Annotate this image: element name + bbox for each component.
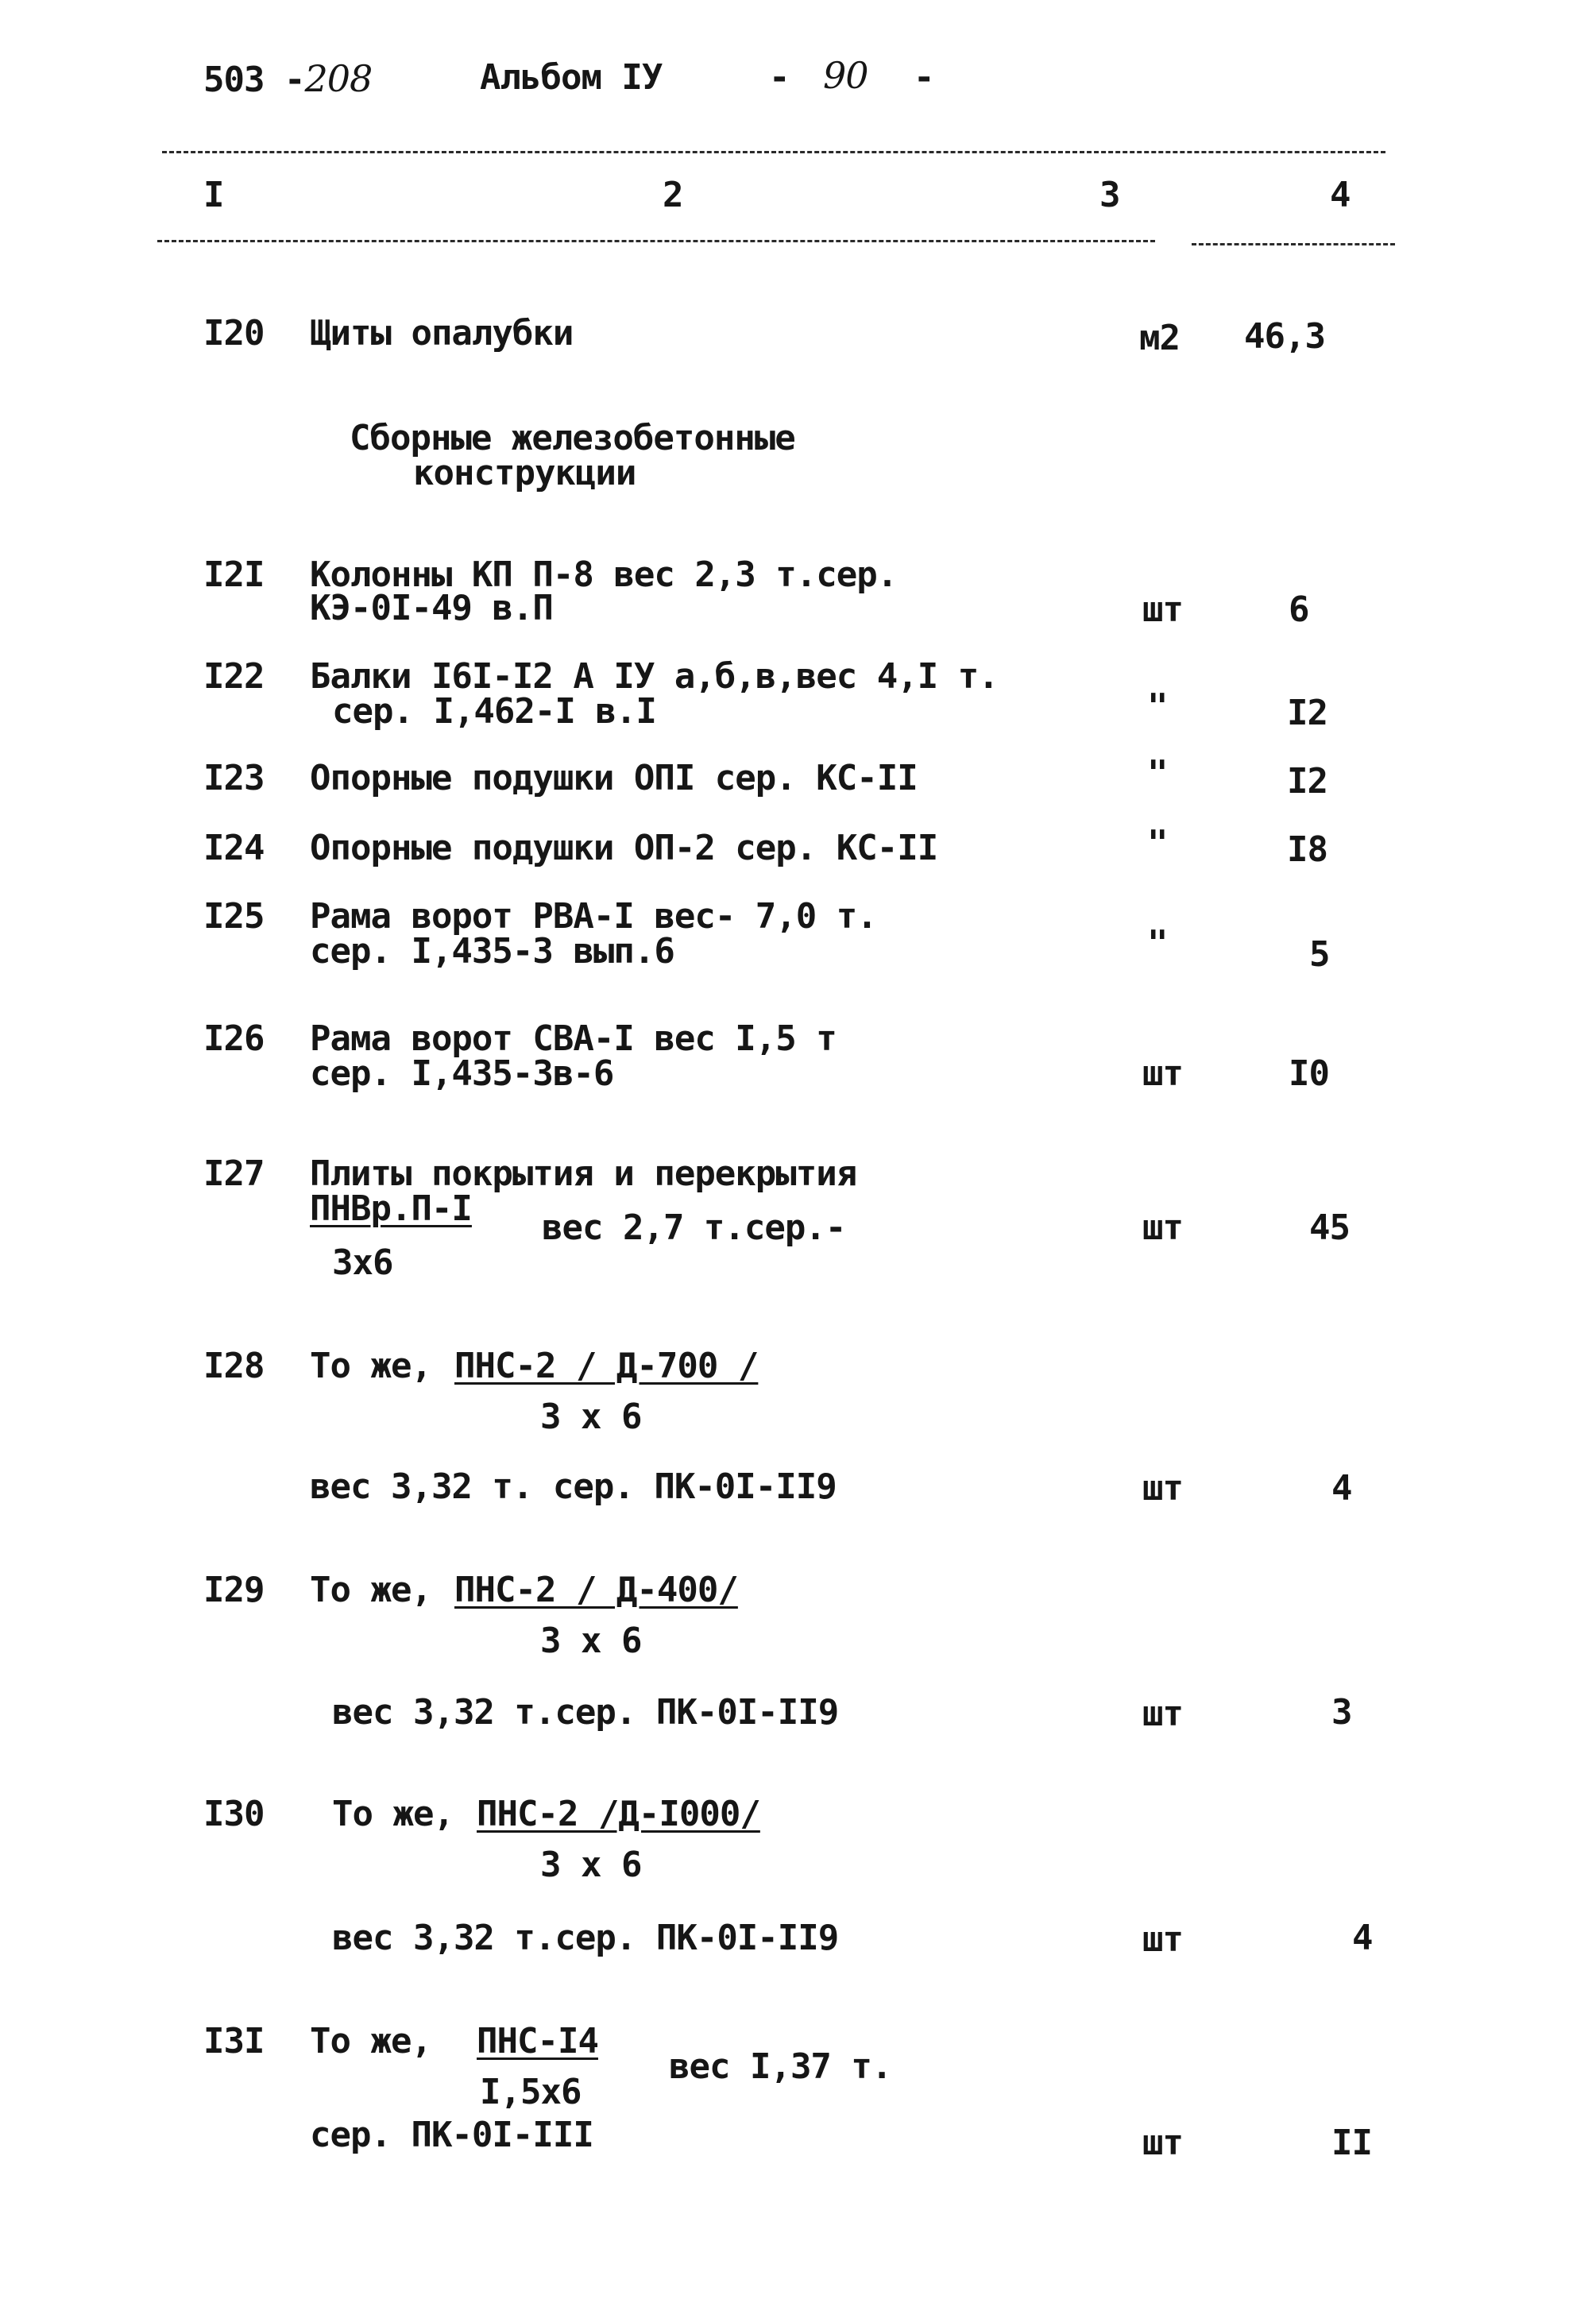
row-weight: вес 3,32 т.сер. ПК-0I-II9	[332, 1918, 839, 1958]
row-description: Щиты опалубки	[310, 313, 574, 354]
row-quantity: 46,3	[1244, 316, 1325, 357]
row-description: Колонны КП П-8 вес 2,3 т.сер.	[310, 554, 898, 595]
row-quantity: I0	[1289, 1053, 1329, 1094]
row-weight: вес 2,7 т.сер.-	[542, 1207, 846, 1248]
row-quantity: I2	[1287, 693, 1327, 733]
row-unit: шт	[1142, 1919, 1183, 1960]
row-description-continued: сер. I,462-I в.I	[332, 691, 656, 732]
row-description: Опорные подушки ОП-2 сер. КС-II	[310, 828, 938, 868]
row-quantity: 45	[1309, 1207, 1350, 1248]
fraction-denominator: 3х6	[332, 1242, 393, 1283]
column-header-4: 4	[1330, 175, 1351, 215]
header-rule-left	[157, 240, 1155, 242]
row-number: I2I	[203, 554, 265, 595]
row-weight: вес I,37 т.	[669, 2046, 892, 2087]
fraction-numerator: ПНС-I4	[477, 2021, 598, 2061]
row-number: I22	[203, 656, 265, 697]
row-unit: шт	[1142, 1207, 1183, 1248]
page-dash-left: -	[769, 57, 790, 98]
fraction-numerator: ПНС-2 /Д-I000/	[477, 1794, 760, 1834]
row-unit: шт	[1142, 1468, 1183, 1509]
column-header-3: 3	[1099, 175, 1120, 215]
row-unit: шт	[1142, 1694, 1183, 1734]
row-number: I27	[203, 1153, 265, 1194]
row-number: I3I	[203, 2021, 265, 2061]
row-description: Балки I6I-I2 А IУ а,б,в,вес 4,I т.	[310, 656, 999, 697]
row-number: I26	[203, 1018, 265, 1059]
row-description: Опорные подушки ОПI сер. КС-II	[310, 758, 918, 798]
row-prefix: То же,	[310, 1570, 431, 1610]
document-code	[203, 57, 373, 100]
row-unit-ditto: "	[1147, 753, 1168, 794]
row-description: Рама ворот РВА-I вес- 7,0 т.	[310, 896, 877, 937]
fraction-denominator: 3 х 6	[540, 1397, 642, 1437]
row-quantity: I8	[1287, 829, 1327, 870]
row-prefix: То же,	[332, 1794, 454, 1834]
column-header-2: 2	[663, 175, 683, 215]
row-number: I29	[203, 1570, 265, 1610]
fraction-denominator: I,5х6	[480, 2072, 582, 2112]
row-number: I28	[203, 1346, 265, 1386]
row-number: I23	[203, 758, 265, 798]
fraction-denominator: 3 х 6	[540, 1845, 642, 1885]
row-prefix: То же,	[310, 2021, 431, 2061]
row-series: сер. ПК-0I-III	[310, 2115, 593, 2155]
section-title-continued: конструкции	[413, 453, 636, 493]
top-rule	[162, 151, 1385, 153]
fraction-numerator: ПНВр.П-I	[310, 1188, 472, 1229]
row-description-continued: сер. I,435-3в-6	[310, 1053, 614, 1094]
doc-suffix-handwritten: 208	[304, 57, 373, 100]
row-unit-ditto: "	[1147, 823, 1168, 864]
album-label: Альбом IУ	[480, 57, 663, 98]
row-quantity: 5	[1309, 934, 1330, 975]
header-rule-right	[1192, 243, 1395, 245]
fraction-numerator: ПНС-2 / Д-700 /	[454, 1346, 759, 1386]
row-unit-ditto: "	[1147, 923, 1168, 964]
page-dash-right: -	[914, 57, 934, 98]
row-quantity: 6	[1289, 589, 1309, 630]
fraction-denominator: 3 х 6	[540, 1621, 642, 1661]
row-prefix: То же,	[310, 1346, 431, 1386]
column-header-1: I	[203, 175, 224, 215]
row-quantity: 4	[1331, 1468, 1352, 1509]
row-description: Плиты покрытия и перекрытия	[310, 1153, 857, 1194]
fraction-numerator: ПНС-2 / Д-400/	[454, 1570, 738, 1610]
row-number: I24	[203, 828, 265, 868]
row-unit-ditto: "	[1147, 686, 1168, 727]
row-number: I30	[203, 1794, 265, 1834]
row-unit: шт	[1142, 1053, 1183, 1094]
row-weight: вес 3,32 т.сер. ПК-0I-II9	[332, 1692, 839, 1733]
row-description: Рама ворот СВА-I вес I,5 т	[310, 1018, 837, 1059]
doc-prefix: 503 -	[203, 60, 305, 100]
section-title: Сборные железобетонные	[350, 418, 795, 458]
page-number-handwritten: 90	[823, 54, 868, 97]
row-unit: м2	[1139, 318, 1180, 358]
row-number: I20	[203, 313, 265, 354]
row-quantity: II	[1331, 2123, 1372, 2163]
row-quantity: I2	[1287, 761, 1327, 802]
row-unit: шт	[1142, 589, 1183, 630]
row-number: I25	[203, 896, 265, 937]
row-unit: шт	[1142, 2123, 1183, 2163]
row-description-continued: КЭ-0I-49 в.П	[310, 588, 553, 628]
row-weight: вес 3,32 т. сер. ПК-0I-II9	[310, 1466, 837, 1507]
row-description-continued: сер. I,435-3 вып.6	[310, 931, 674, 972]
row-quantity: 3	[1331, 1692, 1352, 1733]
row-quantity: 4	[1352, 1918, 1373, 1958]
